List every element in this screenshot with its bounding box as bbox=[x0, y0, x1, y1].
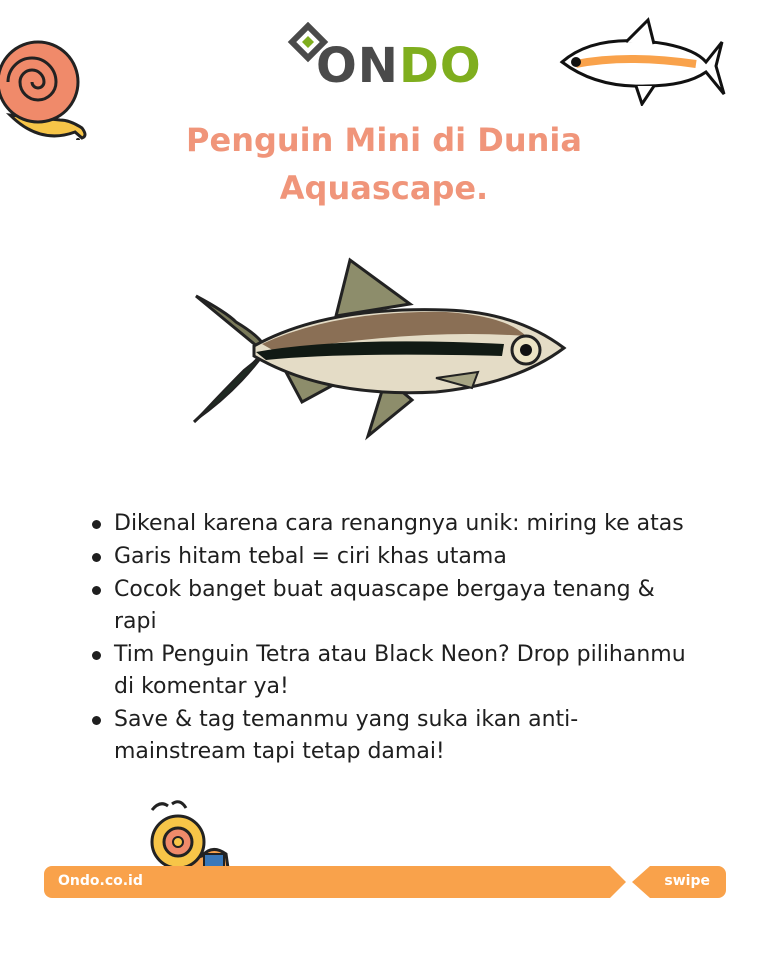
footer-bar bbox=[44, 866, 726, 898]
list-item: Dikenal karena cara renangnya unik: miring ke atas bbox=[90, 508, 700, 540]
swipe-label[interactable]: swipe bbox=[664, 873, 710, 889]
swipe-arrow-icon bbox=[610, 866, 650, 898]
logo-wordmark: ONDO bbox=[316, 38, 482, 94]
website-link[interactable]: Ondo.co.id bbox=[58, 873, 143, 889]
fact-list bbox=[90, 508, 700, 769]
title-line-2: Aquascape. bbox=[279, 169, 489, 207]
post-title bbox=[0, 116, 768, 212]
list-item: Garis hitam tebal = ciri khas utama bbox=[90, 541, 700, 573]
neon-tetra-icon bbox=[556, 14, 726, 106]
list-item: Tim Penguin Tetra atau Black Neon? Drop pilihanmu di komentar ya! bbox=[90, 639, 700, 703]
ondo-logo bbox=[286, 22, 486, 102]
title-line-1: Penguin Mini di Dunia bbox=[186, 121, 582, 159]
penguin-tetra-illustration bbox=[186, 252, 576, 442]
list-item: Save & tag temanmu yang suka ikan anti-mainstream tapi tetap damai! bbox=[90, 704, 700, 768]
list-item: Cocok banget buat aquascape bergaya tenang & rapi bbox=[90, 574, 700, 638]
snail-illustration-bottom bbox=[142, 798, 232, 870]
